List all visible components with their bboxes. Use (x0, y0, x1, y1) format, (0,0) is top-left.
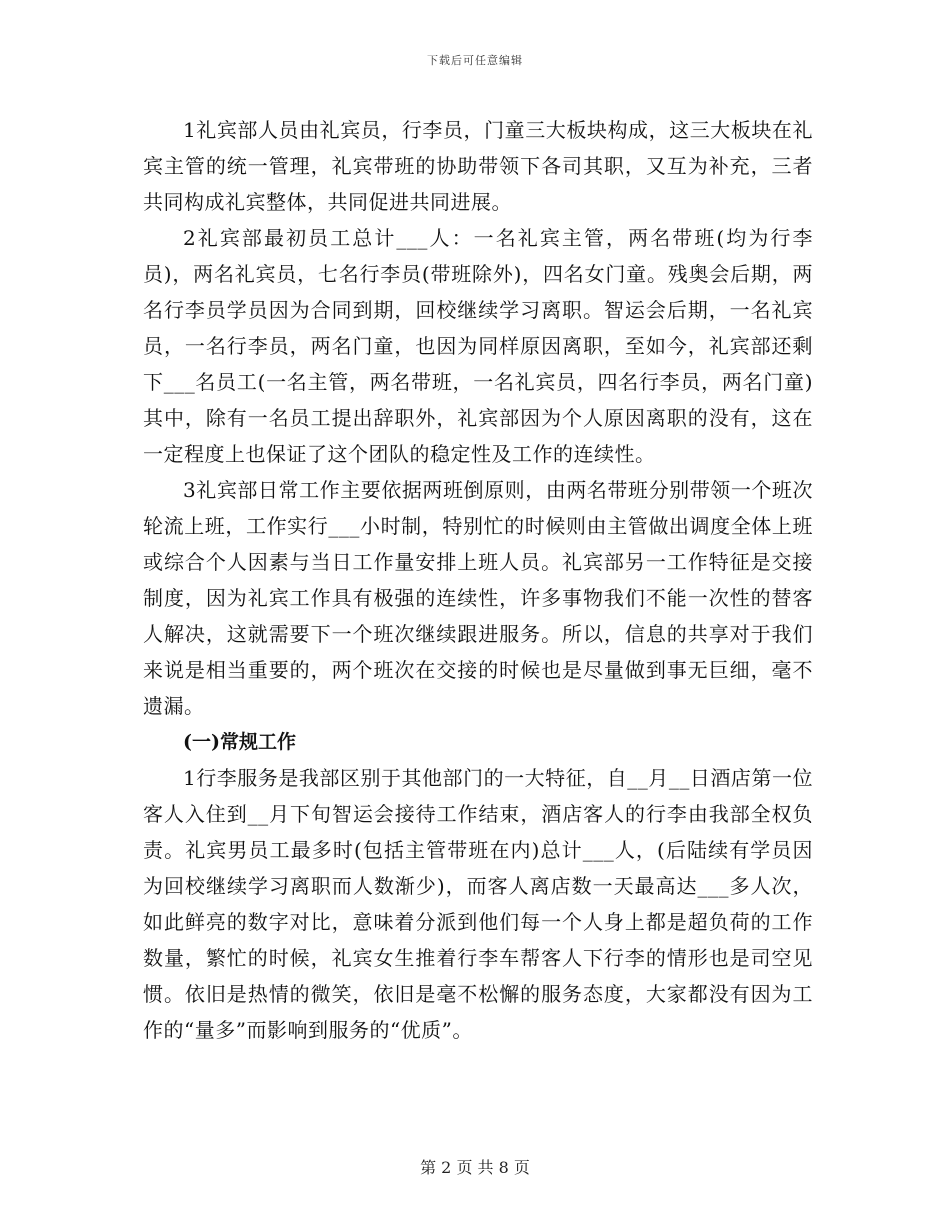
page-header: 下载后可任意编辑 (427, 54, 523, 67)
paragraph-luggage-service: 1行李服务是我部区别于其他部门的一大特征，自__月__日酒店第一位客人入住到__月下旬智运会接待工作结束，酒店客人的行李由我部全权负责。礼宾男员工最多时(包括主管带班在内)总计___人，(后陆续有学员因为回校继续学习离职而人数渐少)，而客人离店数一天最高达___多人次，如此鲜亮的数字对比，意味着分派到他们每一个人身上都是超负荷的工作数量，繁忙的时候，礼宾女生推着行李车帮客人下行李的情形也是司空见惯。依旧是热情的微笑，依旧是毫不松懈的服务态度，大家都没有因为工作的“量多”而影响到服务的“优质”。 (143, 766, 813, 1042)
paragraph-staff-structure: 1礼宾部人员由礼宾员，行李员，门童三大板块构成，这三大板块在礼宾主管的统一管理，礼宾带班的协助带领下各司其职，又互为补充，三者共同构成礼宾整体，共同促进共同进展。 (143, 118, 813, 214)
section-heading: (一)常规工作 (183, 731, 296, 753)
paragraph-staff-count: 2礼宾部最初员工总计___人：一名礼宾主管，两名带班(均为行李员)，两名礼宾员，七名行李员(带班除外)，四名女门童。残奥会后期，两名行李员学员因为合同到期，回校继续学习离职。智运会后期，一名礼宾员，一名行李员，两名门童，也因为同样原因离职，至如今，礼宾部还剩下___名员工(一名主管，两名带班，一名礼宾员，四名行李员，两名门童)其中，除有一名员工提出辞职外，礼宾部因为个人原因离职的没有，这在一定程度上也保证了这个团队的稳定性及工作的连续性。 (143, 226, 813, 466)
page-footer: 第 2 页 共 8 页 (420, 1158, 530, 1177)
paragraph-shift-system: 3礼宾部日常工作主要依据两班倒原则，由两名带班分别带领一个班次轮流上班，工作实行___小时制，特别忙的时候则由主管做出调度全体上班或综合个人因素与当日工作量安排上班人员。礼宾部另一工作特征是交接制度，因为礼宾工作具有极强的连续性，许多事物我们不能一次性的替客人解决，这就需要下一个班次继续跟进服务。所以，信息的共享对于我们来说是相当重要的，两个班次在交接的时候也是尽量做到事无巨细，毫不遗漏。 (143, 478, 813, 718)
document-body (143, 112, 813, 1048)
